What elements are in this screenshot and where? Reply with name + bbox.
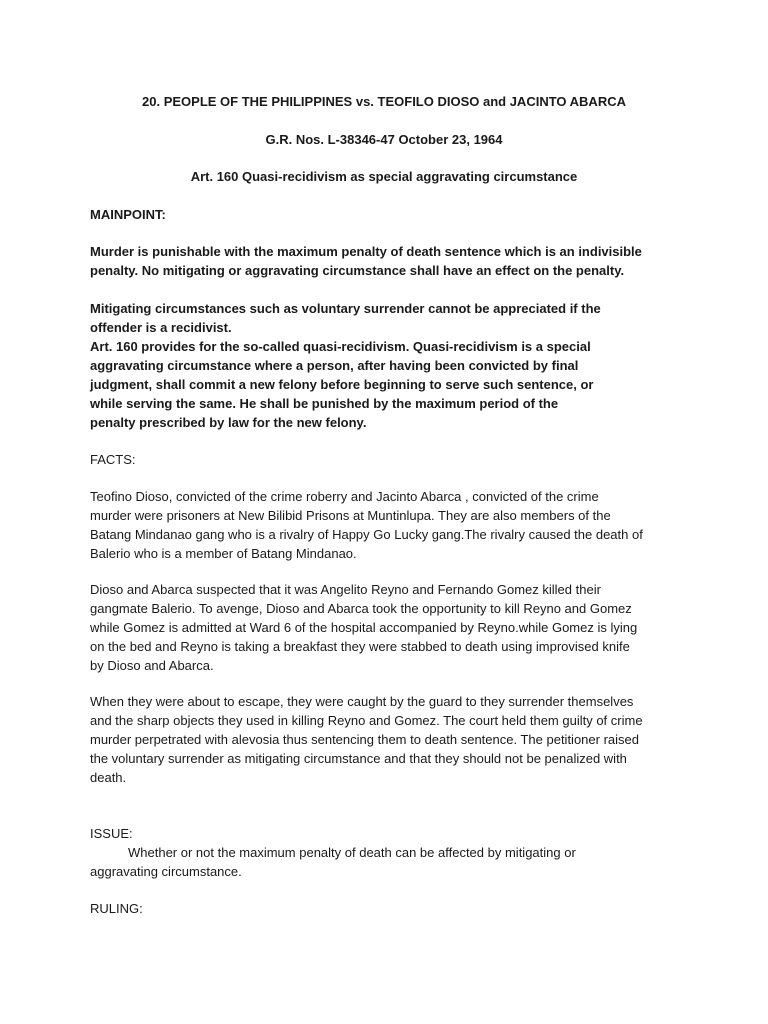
text-line: offender is a recidivist. <box>90 320 232 335</box>
text-line: Balerio who is a member of Batang Mindanao. <box>90 546 357 561</box>
text-line: Dioso and Abarca suspected that it was Angelito Reyno and Fernando Gomez killed their <box>90 582 601 597</box>
text-line: penalty prescribed by law for the new felony. <box>90 415 367 430</box>
text-line: while Gomez is admitted at Ward 6 of the hospital accompanied by Reyno.while Gomez is lying <box>90 620 638 635</box>
text-line: the voluntary surrender as mitigating circumstance and that they should not be penalized with <box>90 751 627 766</box>
facts-paragraph-1 <box>90 487 672 563</box>
facts-paragraph-3 <box>90 692 672 787</box>
text-line: Murder is punishable with the maximum penalty of death sentence which is an indivisible <box>90 244 642 259</box>
mainpoint-paragraph-2 <box>90 299 672 432</box>
text-line: death. <box>90 770 127 785</box>
text-line: and the sharp objects they used in killing Reyno and Gomez. The court held them guilty of crime <box>90 713 643 728</box>
facts-paragraph-2 <box>90 580 672 675</box>
issue-label: ISSUE: <box>90 826 133 841</box>
issue-text <box>90 843 672 881</box>
text-line: Teofino Dioso, convicted of the crime roberry and Jacinto Abarca , convicted of the crime <box>90 489 599 504</box>
text-line: murder were prisoners at New Bilibid Prisons at Muntinlupa. They are also members of the <box>90 508 611 523</box>
case-number: G.R. Nos. L-38346-47 October 23, 1964 <box>265 132 503 147</box>
text-line: gangmate Balerio. To avenge, Dioso and Abarca took the opportunity to kill Reyno and Gomez <box>90 601 632 616</box>
text-line: on the bed and Reyno is taking a breakfast they were stabbed to death using improvised knife <box>90 639 630 654</box>
mainpoint-label: MAINPOINT: <box>90 207 166 222</box>
text-line: Batang Mindanao gang who is a rivalry of Happy Go Lucky gang.The rivalry caused the death of <box>90 527 643 542</box>
text-line: When they were about to escape, they were caught by the guard to they surrender themselves <box>90 694 634 709</box>
text-line: Whether or not the maximum penalty of death can be affected by mitigating or <box>128 845 576 860</box>
text-line: while serving the same. He shall be punished by the maximum period of the <box>90 396 559 411</box>
text-line: aggravating circumstance. <box>90 864 242 879</box>
text-line: murder perpetrated with alevosia thus sentencing them to death sentence. The petitioner raised <box>90 732 639 747</box>
text-line: judgment, shall commit a new felony before beginning to serve such sentence, or <box>90 377 594 392</box>
text-line: penalty. No mitigating or aggravating circumstance shall have an effect on the penalty. <box>90 263 625 278</box>
text-line: Art. 160 provides for the so-called quasi-recidivism. Quasi-recidivism is a special <box>90 339 591 354</box>
text-line: by Dioso and Abarca. <box>90 658 214 673</box>
text-line: Mitigating circumstances such as voluntary surrender cannot be appreciated if the <box>90 301 601 316</box>
article-heading: Art. 160 Quasi-recidivism as special aggravating circumstance <box>190 169 578 184</box>
facts-label: FACTS: <box>90 452 136 467</box>
ruling-label: RULING: <box>90 901 143 916</box>
case-title: 20. PEOPLE OF THE PHILIPPINES vs. TEOFILO DIOSO and JACINTO ABARCA <box>142 94 626 109</box>
mainpoint-paragraph-1 <box>90 242 672 280</box>
text-line: aggravating circumstance where a person, after having been convicted by final <box>90 358 579 373</box>
